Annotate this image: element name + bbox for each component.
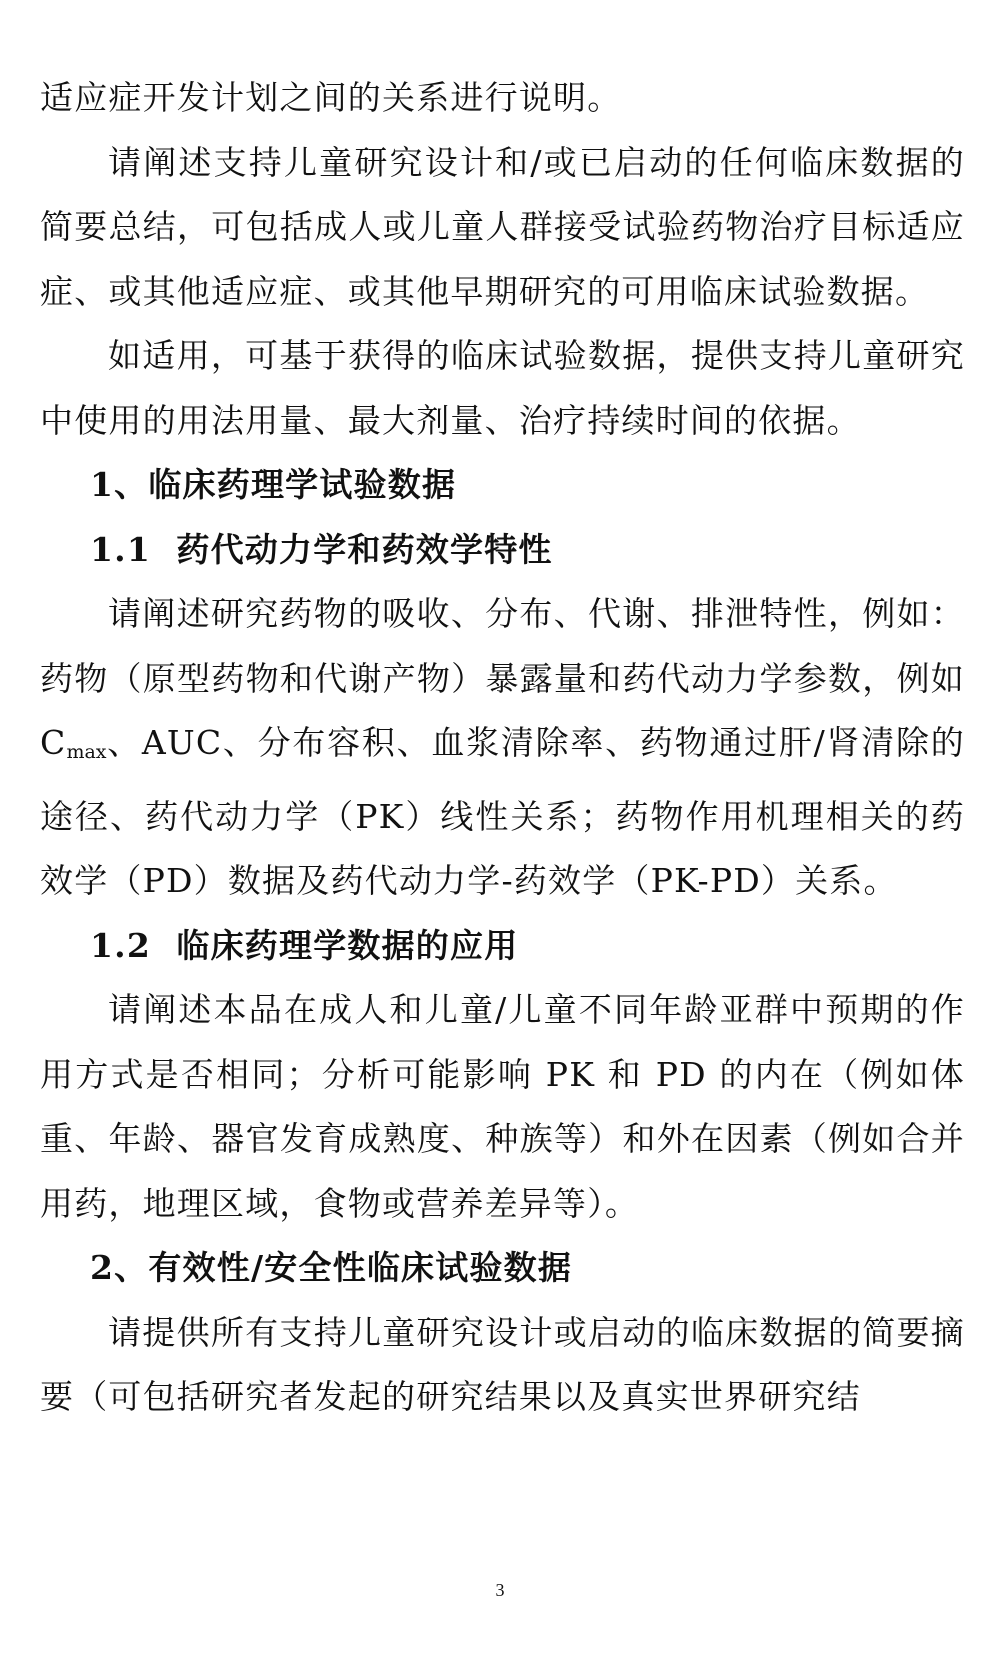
subsection-heading-1-1: 1.1 药代动力学和药效学特性 bbox=[90, 529, 553, 569]
document-body bbox=[40, 66, 965, 1430]
section-heading-1: 1、临床药理学试验数据 bbox=[90, 465, 457, 504]
cmax-subscript: max bbox=[66, 741, 107, 763]
paragraph-6: 请提供所有支持儿童研究设计或启动的临床数据的简要摘要（可包括研究者发起的研究结果以及真实世界研究结 bbox=[40, 1312, 965, 1416]
paragraph-2: 请阐述支持儿童研究设计和/或已启动的任何临床数据的简要总结，可包括成人或儿童人群接受试验药物治疗目标适应症、或其他适应症、或其他早期研究的可用临床试验数据。 bbox=[40, 142, 965, 311]
paragraph-5: 请阐述本品在成人和儿童/儿童不同年龄亚群中预期的作用方式是否相同；分析可能影响 PK 和 PD 的内在（例如体重、年龄、器官发育成熟度、种族等）和外在因素（例如合并用药，地理区域，食物或营养差异等）。 bbox=[40, 990, 965, 1223]
paragraph-4 bbox=[40, 582, 965, 914]
paragraph-4-part-a: 请阐述研究药物的吸收、分布、代谢、排泄特性，例如：药物（原型药物和代谢产物）暴露量和药代动力学参数，例如 C bbox=[40, 594, 965, 762]
paragraph-4-part-b: 、AUC、分布容积、血浆清除率、药物通过肝/肾清除的途径、药代动力学（PK）线性关系；药物作用机理相关的药效学（PD）数据及药代动力学-药效学（PK-PD）关系。 bbox=[40, 723, 965, 900]
section-heading-2: 2、有效性/安全性临床试验数据 bbox=[90, 1248, 573, 1287]
paragraph-1: 适应症开发计划之间的关系进行说明。 bbox=[40, 78, 622, 117]
paragraph-3: 如适用，可基于获得的临床试验数据，提供支持儿童研究中使用的用法用量、最大剂量、治疗持续时间的依据。 bbox=[40, 336, 965, 440]
page-number: 3 bbox=[495, 1580, 505, 1600]
subsection-heading-1-2: 1.2 临床药理学数据的应用 bbox=[90, 925, 519, 965]
